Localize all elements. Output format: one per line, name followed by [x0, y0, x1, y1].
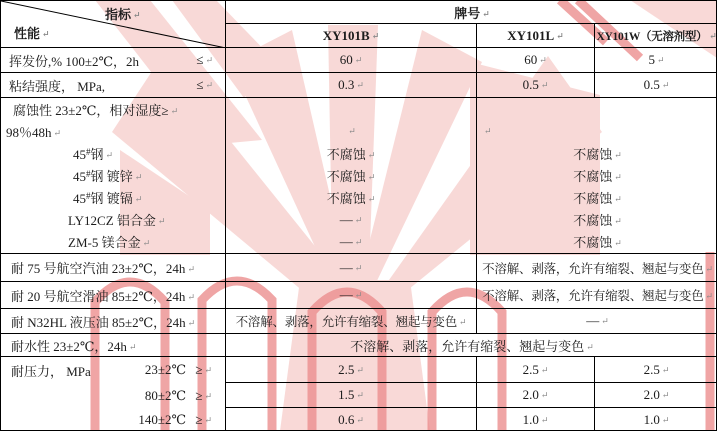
cell-pressure23-xy101l: 2.5 ↵ — [477, 357, 595, 383]
greater-equal-sign: ≥ ↵ — [186, 362, 212, 378]
row-label-bond-strength: 粘结强度， MPa, ≤ ↵ — [1, 73, 226, 98]
cell-volatile-xy101w: 5 ↵ — [595, 48, 717, 73]
row-label-corrosion — [1, 98, 226, 254]
row-label-water: 耐水性 23±2℃，24h ↵ — [1, 334, 226, 357]
cell-bond-xy101b: 0.3 ↵ — [226, 73, 477, 98]
cell-pressure140-xy101w: 1.0 ↵ — [595, 408, 717, 431]
pressure-temp-140: 140±2℃ — [138, 412, 186, 427]
row-label-volatile: 挥发份,% 100±2℃，2h ≤ ↵ — [1, 48, 226, 73]
greater-equal-sign: ≥ ↵ — [186, 388, 212, 404]
corrosion-item-aluminium: LY12CZ 铝合金 ↵ — [1, 209, 225, 231]
corrosion-item-magnesium: ZM-5 镁合金 ↵ — [1, 231, 225, 253]
cell-oil20-xy101b: — ↵ — [226, 282, 477, 309]
cell-pressure80-xy101l: 2.0 ↵ — [477, 383, 595, 408]
cell-oil20-xy101l-xy101w: 不溶解、剥落，允许有缩裂、翘起与变色 ↵ — [477, 282, 717, 309]
cell-n32hl-xy101b: 不溶解、剥落，允许有缩裂、翘起与变色 ↵ — [226, 309, 477, 334]
cell-bond-xy101w: 0.5 ↵ — [595, 73, 717, 98]
header-performance-label: 性能 ↵ — [14, 23, 50, 42]
header-indicator-label: 指标 ↵ — [105, 4, 141, 23]
corrosion-item-steel-zinc: 45#钢 镀锌 ↵ — [1, 164, 225, 186]
cell-corrosion-xy101b: ↵ 不腐蚀 ↵ 不腐蚀 ↵ 不腐蚀 ↵ — ↵ — ↵ — [226, 98, 477, 254]
cell-pressure140-xy101b: 0.6 ↵ — [226, 408, 477, 431]
cell-bond-xy101l: 0.5 ↵ — [477, 73, 595, 98]
column-header-xy101l: XY101L ↵ — [477, 24, 595, 48]
header-brand-label: 牌号 ↵ — [226, 1, 717, 24]
column-header-xy101w: XY101W（无溶剂型） ↵ — [595, 24, 717, 48]
row-label-n32hl: 耐 N32HL 液压油 85±2℃，24h ↵ — [1, 309, 226, 334]
row-label-pressure — [1, 357, 226, 431]
cell-pressure23-xy101b: 2.5 ↵ — [226, 357, 477, 383]
cell-water-all-grades: 不溶解、剥落，允许有缩裂、翘起与变色 ↵ — [226, 334, 717, 357]
cell-pressure80-xy101b: 1.5 ↵ — [226, 383, 477, 408]
cell-pressure80-xy101w: 2.0 ↵ — [595, 383, 717, 408]
corrosion-item-steel: 45#钢 ↵ — [1, 142, 225, 164]
cell-volatile-xy101b: 60 ↵ — [226, 48, 477, 73]
pressure-title: 耐压力， MPa — [11, 363, 91, 379]
row-label-oil20: 耐 20 号航空滑油 85±2℃，24h ↵ — [1, 282, 226, 309]
corrosion-title: 腐蚀性 23±2℃，相对湿度≥ ↵ — [13, 100, 178, 119]
cell-fuel75-xy101l-xy101w: 不溶解、剥落，允许有缩裂、翘起与变色 ↵ — [477, 254, 717, 282]
row-label-fuel75: 耐 75 号航空汽油 23±2℃，24h ↵ — [1, 254, 226, 282]
pressure-temp-23: 23±2℃ — [144, 362, 186, 377]
greater-equal-sign: ≥ ↵ — [186, 412, 212, 428]
column-header-xy101b: XY101B ↵ — [226, 24, 477, 48]
corrosion-subtitle: 98％48h ↵ — [6, 122, 61, 141]
pressure-temp-80: 80±2℃ — [144, 387, 186, 403]
cell-pressure140-xy101l: 1.0 ↵ — [477, 408, 595, 431]
cell-corrosion-xy101l-xy101w: ↵ 不腐蚀 ↵ 不腐蚀 ↵ 不腐蚀 ↵ 不腐蚀 ↵ 不腐蚀 ↵ — [477, 98, 717, 254]
cell-fuel75-xy101b: — ↵ — [226, 254, 477, 282]
cell-n32hl-xy101l-xy101w: — ↵ — [477, 309, 717, 334]
cell-volatile-xy101l: 60 ↵ — [477, 48, 595, 73]
cell-pressure23-xy101w: 2.5 ↵ — [595, 357, 717, 383]
corrosion-item-steel-cadmium: 45#钢 镀镉 ↵ — [1, 187, 225, 209]
less-equal-sign: ≤ ↵ — [196, 52, 213, 68]
less-equal-sign: ≤ ↵ — [196, 77, 213, 93]
header-diagonal-cell — [1, 1, 226, 48]
